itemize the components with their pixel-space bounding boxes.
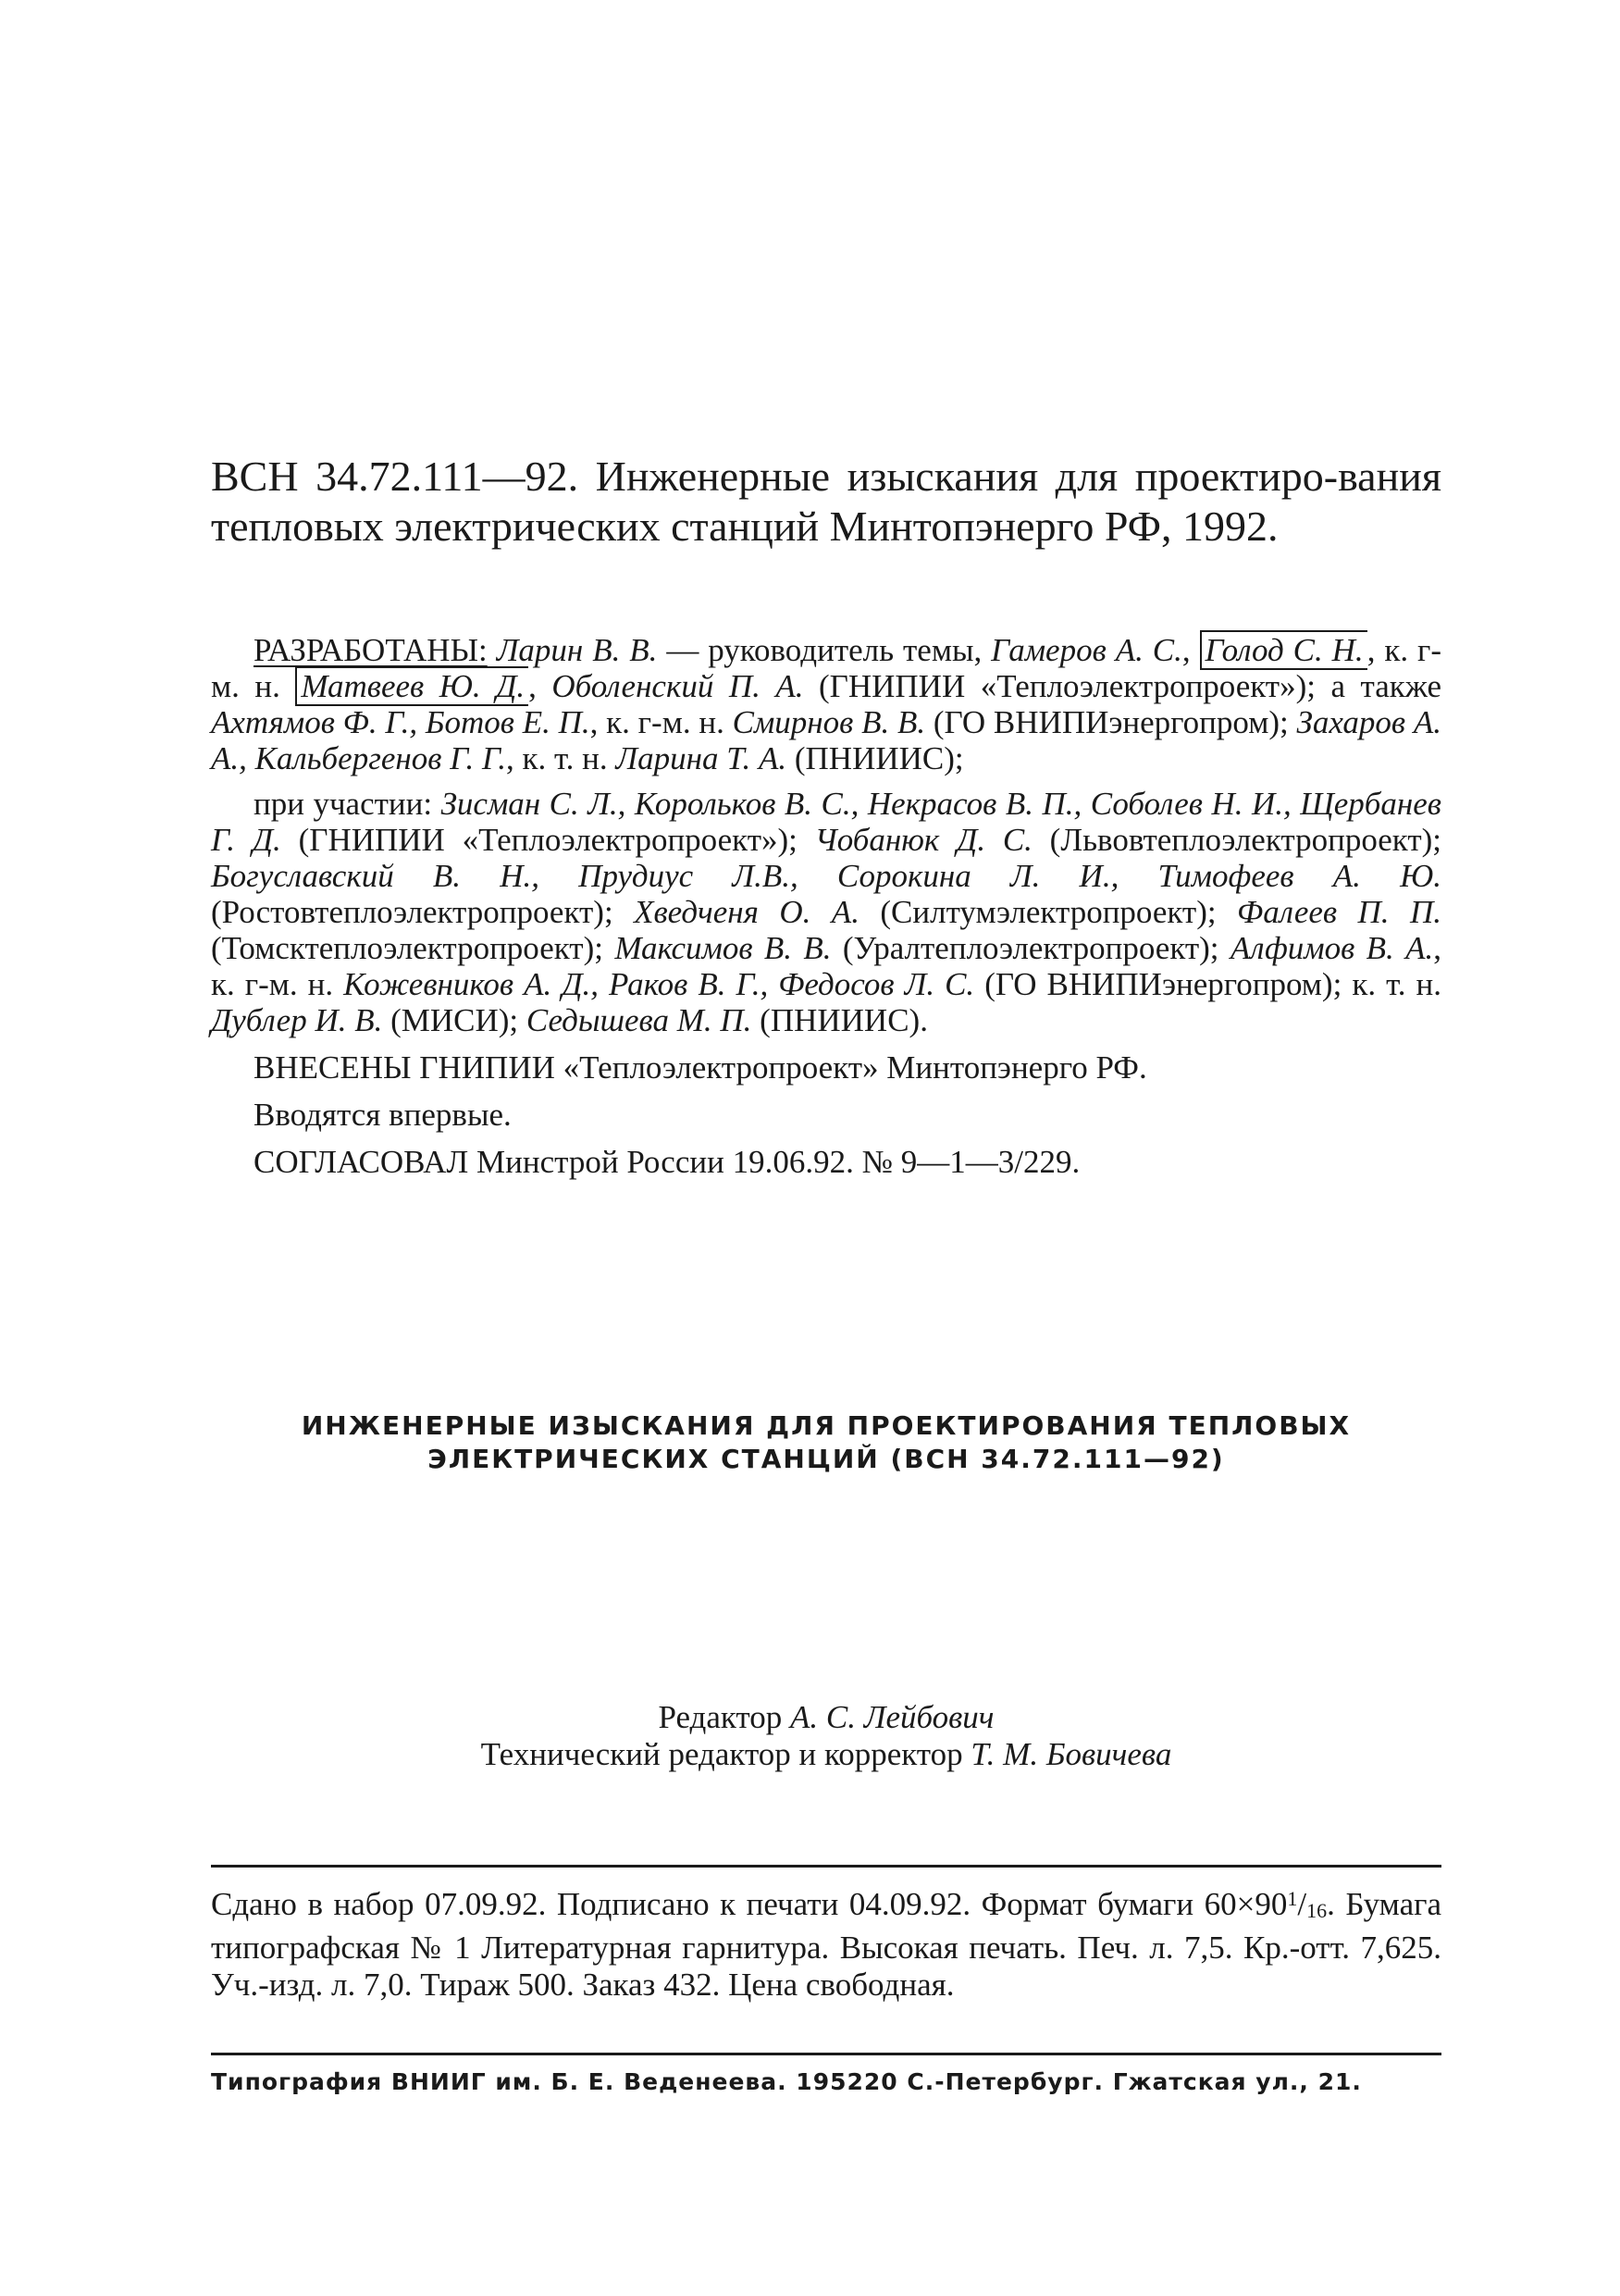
author-name: Смирнов В. В. [732, 704, 926, 740]
text-fragment: (ГО ВНИПИэнергопром); [925, 704, 1297, 740]
text-fragment: , [528, 668, 552, 704]
text-fragment: (МИСИ); [382, 1002, 526, 1038]
imprint-text: . Бумага типографская № 1 Литературная гарнитура. Высокая печать. Печ. л. 7,5. Кр.-отт. 7,625. Уч.-изд. л. 7,0. Тираж 500. Заказ 432. Цена свободная. [211, 1886, 1441, 2003]
text-fragment: (Львовтеплоэлектропроект); [1032, 822, 1441, 858]
author-name: Оболенский П. А. [551, 668, 804, 704]
author-name: Максимов В. В. [614, 930, 832, 966]
author-name: Хведченя О. А. [634, 894, 859, 930]
fraction-denominator: 16 [1306, 1899, 1328, 1922]
deceased-author-name: Матвеев Ю. Д. [295, 666, 528, 706]
imprint-text: Сдано в набор 07.09.92. Подписано к печати 04.09.92. Формат бумаги 60×90 [211, 1886, 1288, 1922]
participants-paragraph [211, 786, 1441, 1038]
book-title-block [211, 1409, 1441, 1476]
author-name: Богуславский В. Н., Прудиус Л.В., Сорокина Л. И., Тимофеев А. Ю. [211, 858, 1441, 894]
text-fragment: , к. г-м. н. [211, 632, 1442, 704]
tech-editor-line [211, 1736, 1441, 1773]
text-fragment: (ГНИПИИ «Теплоэлектропроект»); [280, 822, 815, 858]
author-name: Фалеев П. П. [1237, 894, 1442, 930]
submitted-by: ВНЕСЕНЫ ГНИПИИ «Теплоэлектропроект» Минтопэнерго РФ. [254, 1049, 1147, 1086]
text-fragment: (ГНИПИИ «Теплоэлектропроект»); а также [803, 668, 1441, 704]
text-fragment: , к. г-м. н. [589, 704, 733, 740]
divider-rule [211, 2053, 1441, 2055]
author-name: Ларина Т. А. [615, 740, 787, 776]
fraction-slash: / [1297, 1886, 1307, 1922]
text-fragment: (ПНИИИС). [751, 1002, 928, 1038]
text-fragment: (Томсктеплоэлектропроект); [211, 930, 615, 966]
fraction-numerator: 1 [1287, 1887, 1298, 1910]
editor-label: Редактор [658, 1699, 791, 1735]
editor-name: А. С. Лейбович [790, 1699, 995, 1735]
author-name: Дублер И. В. [211, 1002, 383, 1038]
text-fragment: (Уралтеплоэлектропроект); [831, 930, 1230, 966]
developers-paragraph [211, 632, 1441, 776]
imprint-details [211, 1880, 1441, 2004]
author-name: Гамеров А. С. [991, 632, 1182, 668]
tech-editor-label: Технический редактор и корректор [480, 1736, 971, 1772]
participation-label: при участии: [254, 786, 441, 822]
developed-label: РАЗРАБОТАНЫ: [254, 632, 488, 668]
tech-editor-name: Т. М. Бовичева [971, 1736, 1172, 1772]
book-title-line-2: ЭЛЕКТРИЧЕСКИХ СТАНЦИЙ (ВСН 34.72.111—92) [427, 1444, 1225, 1474]
author-name: Захаров А. А., Кальбергенов Г. Г. [211, 704, 1441, 776]
text-fragment: (Силтумэлектропроект); [859, 894, 1238, 930]
text-fragment: (Ростовтеплоэлектропроект); [211, 894, 635, 930]
editor-line [211, 1699, 1441, 1736]
text-fragment: (ГО ВНИПИэнергопром); к. т. н. [974, 966, 1441, 1002]
author-name: Кожевников А. Д., Раков В. Г., Федосов Л. С. [343, 966, 975, 1002]
deceased-author-name: Голод С. Н. [1200, 630, 1367, 670]
introduced-note: Вводятся впервые. [254, 1097, 512, 1133]
book-title-line-1: ИНЖЕНЕРНЫЕ ИЗЫСКАНИЯ ДЛЯ ПРОЕКТИРОВАНИЯ ТЕПЛОВЫХ [301, 1410, 1352, 1441]
divider-rule [211, 1865, 1441, 1868]
bibliographic-citation: ВСН 34.72.111—92. Инженерные изыскания для проектиро-вания тепловых электрических станций Минтопэнерго РФ, 1992. [211, 453, 1441, 550]
agreed-by: СОГЛАСОВАЛ Минстрой России 19.06.92. № 9—1—3/229. [254, 1144, 1081, 1180]
author-name: Чобанюк Д. С. [814, 822, 1033, 858]
text-fragment: , к. т. н. [506, 740, 616, 776]
text-fragment: , [1181, 632, 1200, 668]
author-name: Седышева М. П. [526, 1002, 752, 1038]
author-name: Алфимов В. А. [1230, 930, 1434, 966]
text-fragment: — руководитель темы, [657, 632, 992, 668]
printer-info: Типография ВНИИГ им. Б. Е. Веденеева. 195220 С.-Петербург. Гжатская ул., 21. [211, 2068, 1362, 2095]
author-name: Ларин В. В. [496, 632, 658, 668]
text-fragment: , к. г-м. н. [211, 930, 1441, 1002]
credits-section [211, 632, 1441, 1191]
author-name: Зисман С. Л., Корольков В. С., Некрасов В. П., Соболев Н. И., Щербанев Г. Д. [211, 786, 1441, 858]
text-fragment: (ПНИИИС); [786, 740, 964, 776]
author-name: Ахтямов Ф. Г., Ботов Е. П. [211, 704, 590, 740]
